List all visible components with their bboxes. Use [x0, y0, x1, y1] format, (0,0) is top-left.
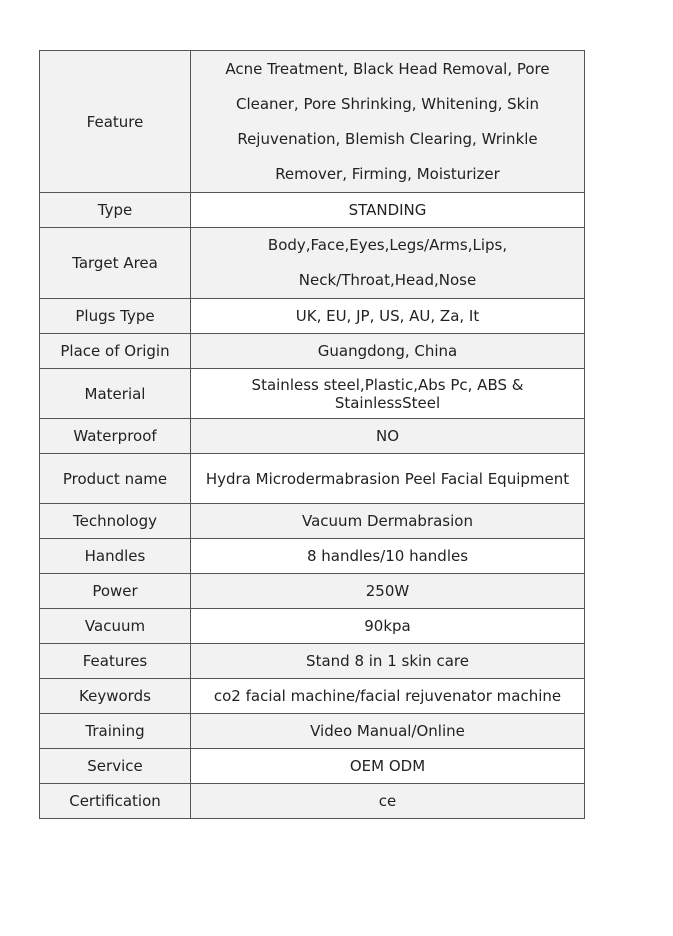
value-feature: Acne Treatment, Black Head Removal, Pore Cleaner, Pore Shrinking, Whitening, Skin Rejuvenation, Blemish Clearing, Wrinkle Remover, Firming, Moisturizer [191, 51, 585, 193]
label-material: Material [40, 369, 191, 419]
label-place-of-origin: Place of Origin [40, 334, 191, 369]
value-target-area: Body,Face,Eyes,Legs/Arms,Lips, Neck/Throat,Head,Nose [191, 228, 585, 299]
value-power: 250W [191, 574, 585, 609]
value-features: Stand 8 in 1 skin care [191, 644, 585, 679]
table-row [40, 574, 585, 609]
value-vacuum: 90kpa [191, 609, 585, 644]
label-plugs-type: Plugs Type [40, 299, 191, 334]
table-row [40, 539, 585, 574]
label-service: Service [40, 749, 191, 784]
label-type: Type [40, 193, 191, 228]
value-service: OEM ODM [191, 749, 585, 784]
label-keywords: Keywords [40, 679, 191, 714]
table-row [40, 609, 585, 644]
value-type: STANDING [191, 193, 585, 228]
table-row [40, 369, 585, 419]
label-certification: Certification [40, 784, 191, 819]
table-row [40, 679, 585, 714]
label-handles: Handles [40, 539, 191, 574]
table-row [40, 228, 585, 299]
value-waterproof: NO [191, 419, 585, 454]
value-technology: Vacuum Dermabrasion [191, 504, 585, 539]
value-place-of-origin: Guangdong, China [191, 334, 585, 369]
label-product-name: Product name [40, 454, 191, 504]
table-row [40, 749, 585, 784]
value-material: Stainless steel,Plastic,Abs Pc, ABS & StainlessSteel [191, 369, 585, 419]
label-features: Features [40, 644, 191, 679]
table-row [40, 419, 585, 454]
label-training: Training [40, 714, 191, 749]
label-feature: Feature [40, 51, 191, 193]
table-row [40, 504, 585, 539]
table-row [40, 784, 585, 819]
table-row [40, 454, 585, 504]
label-target-area: Target Area [40, 228, 191, 299]
label-power: Power [40, 574, 191, 609]
label-technology: Technology [40, 504, 191, 539]
table-row [40, 644, 585, 679]
table-row [40, 334, 585, 369]
table-row [40, 193, 585, 228]
value-plugs-type: UK, EU, JP, US, AU, Za, It [191, 299, 585, 334]
value-product-name: Hydra Microdermabrasion Peel Facial Equipment [191, 454, 585, 504]
value-keywords: co2 facial machine/facial rejuvenator machine [191, 679, 585, 714]
label-waterproof: Waterproof [40, 419, 191, 454]
table-row [40, 714, 585, 749]
label-vacuum: Vacuum [40, 609, 191, 644]
table-row [40, 51, 585, 193]
value-handles: 8 handles/10 handles [191, 539, 585, 574]
value-certification: ce [191, 784, 585, 819]
table-row [40, 299, 585, 334]
specification-table [39, 50, 585, 819]
value-training: Video Manual/Online [191, 714, 585, 749]
